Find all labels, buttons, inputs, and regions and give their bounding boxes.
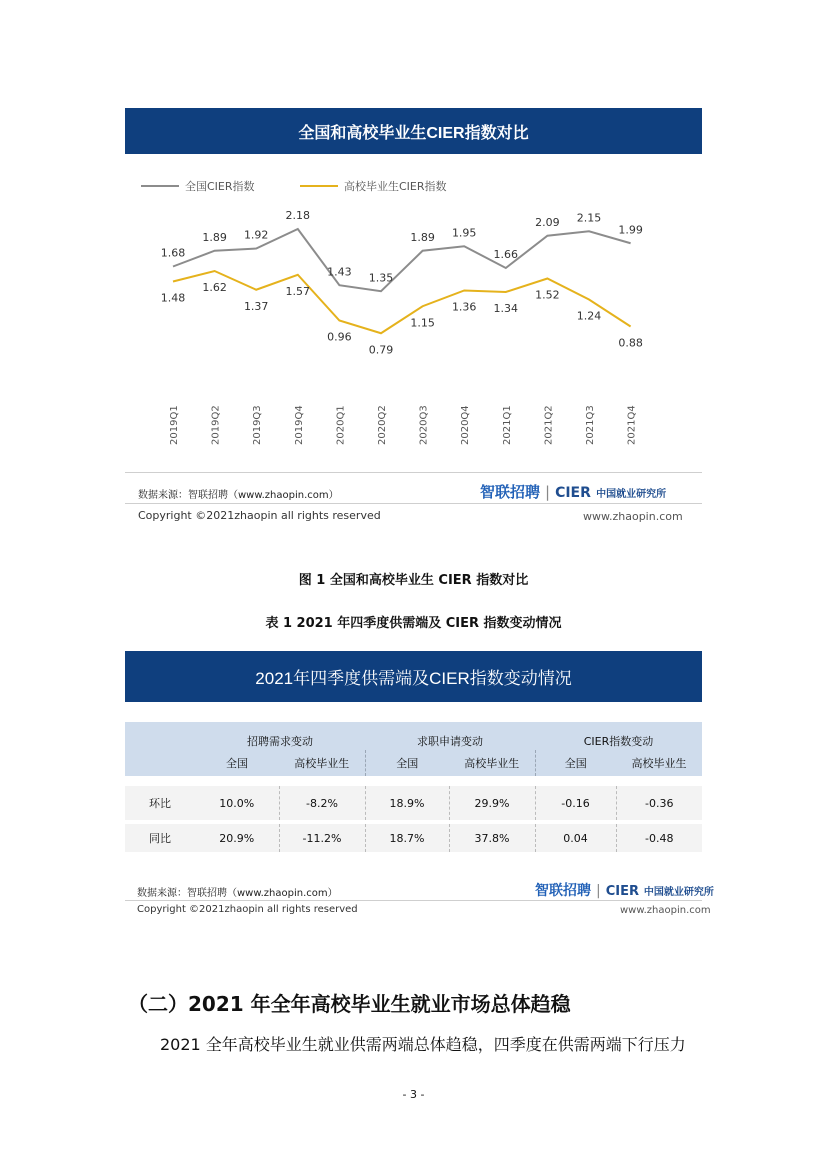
data-label: 1.36: [451, 300, 477, 314]
table-cell: 10.0%: [195, 786, 279, 820]
table1-website: www.zhaopin.com: [620, 905, 711, 916]
table-cell: -0.16: [535, 786, 616, 820]
header-job-application: 求职申请变动: [417, 735, 483, 748]
data-label: 1.92: [243, 228, 269, 242]
data-label: 1.66: [493, 248, 519, 261]
data-label: 1.35: [368, 271, 394, 285]
figure1-banner-title: 全国和高校毕业生CIER指数对比: [298, 124, 529, 142]
table-row: [125, 824, 702, 852]
x-tick-label: 2019Q3: [252, 405, 264, 445]
data-label: 1.15: [410, 316, 435, 330]
x-tick-label: 2020Q2: [377, 405, 388, 445]
table1-source: 数据来源：智联招聘（www.zhaopin.com）: [137, 888, 338, 899]
x-tick-label: 2021Q1: [501, 405, 513, 445]
table-subheader-corner: [125, 750, 195, 776]
legend-national-swatch: [141, 185, 179, 187]
legend-national-label: 全国CIER指数: [185, 180, 255, 193]
data-label: 1.43: [327, 265, 352, 279]
section-title: （二）2021 年全年高校毕业生就业市场总体趋稳: [128, 992, 571, 1016]
header-cier-index: CIER指数变动: [583, 735, 654, 748]
legend-national: [141, 178, 255, 194]
figure1-divider-bottom: [125, 503, 702, 504]
table-cell: 29.9%: [449, 786, 535, 820]
x-tick-label: 2021Q4: [626, 405, 638, 445]
table-cell: -0.48: [645, 831, 674, 845]
table-spacer: [125, 776, 702, 786]
data-label: 1.57: [285, 284, 311, 298]
header-recruit-demand: 招聘需求变动: [247, 735, 313, 748]
data-label: 1.48: [160, 291, 186, 305]
table-cell: -11.2%: [279, 824, 365, 852]
table1-caption: 表 1 2021 年四季度供需端及 CIER 指数变动情况: [265, 616, 562, 631]
figure1-divider-top: [125, 472, 702, 473]
table-header-groups: [125, 722, 702, 750]
x-tick-label: 2019Q1: [169, 405, 180, 445]
figure1-caption: 图 1 全国和高校毕业生 CIER 指数对比: [298, 573, 529, 588]
table-row: [125, 786, 702, 820]
legend-graduate-label: 高校毕业生CIER指数: [344, 180, 447, 193]
data-label: 1.68: [160, 246, 186, 260]
x-tick-label: 2021Q3: [585, 405, 596, 445]
subheader-national: 全国: [226, 757, 248, 770]
data-label: 1.62: [202, 281, 227, 294]
x-tick-label: 2021Q2: [543, 405, 555, 445]
table-header-sub: [125, 750, 702, 776]
subheader-national: 全国: [396, 757, 419, 770]
table-cell: 20.9%: [195, 824, 279, 852]
table1-divider: [125, 900, 702, 901]
legend-graduate-swatch: [300, 185, 338, 187]
page-number: - 3 -: [402, 1088, 425, 1101]
data-label: 2.09: [535, 215, 560, 229]
zhaopin-logo: 智联招聘: [480, 483, 541, 501]
table-cell: 18.9%: [365, 786, 449, 820]
table1-banner: [125, 651, 702, 702]
data-label: 0.96: [327, 330, 352, 344]
table-cell: -0.36: [645, 796, 674, 810]
cier-logo-cn: 中国就业研究所: [643, 887, 714, 898]
x-tick-label: 2019Q2: [210, 405, 222, 445]
subheader-national: 全国: [564, 757, 587, 770]
figure1-source: 数据来源：智联招聘（www.zhaopin.com）: [138, 490, 339, 501]
table-cell: 37.8%: [449, 824, 535, 852]
table-cell: 18.7%: [365, 824, 449, 852]
x-tick-label: 2020Q4: [460, 405, 472, 445]
table-spacer-cell: [125, 776, 702, 786]
data-label: 1.37: [243, 299, 269, 313]
x-tick-label: 2019Q4: [293, 405, 305, 445]
table1-container: [125, 722, 702, 852]
cier-logo: CIER: [555, 485, 591, 501]
data-label: 2.15: [576, 211, 602, 225]
figure1-website: www.zhaopin.com: [583, 510, 683, 523]
table-cell: 0.04: [535, 824, 616, 852]
subheader-graduate: 高校毕业生: [631, 757, 687, 770]
series-line-graduate: [173, 271, 631, 333]
figure1-brand-logos: 智联招聘 | CIER 中国就业研究所: [480, 483, 667, 501]
data-label: 2.18: [285, 209, 311, 222]
subheader-graduate: 高校毕业生: [279, 750, 365, 776]
table1-copyright: Copyright ©2021zhaopin all rights reserved: [137, 904, 358, 915]
data-label: 1.99: [618, 223, 643, 237]
data-label: 1.95: [451, 226, 477, 240]
cier-logo-cn: 中国就业研究所: [596, 489, 667, 500]
cier-change-table: [125, 722, 702, 852]
figure1-copyright: Copyright ©2021zhaopin all rights reserved: [138, 509, 381, 522]
data-label: 0.88: [618, 336, 643, 350]
table-header-corner: [125, 722, 195, 750]
data-label: 1.52: [535, 288, 560, 302]
subheader-graduate: 高校毕业生: [449, 750, 535, 776]
figure1-banner: [125, 108, 702, 154]
row-label: 环比: [149, 797, 171, 810]
table-cell: -8.2%: [279, 786, 365, 820]
table1-banner-title: 2021年四季度供需端及CIER指数变动情况: [255, 669, 572, 688]
cier-line-chart: [125, 195, 702, 465]
data-label: 1.89: [410, 230, 435, 244]
data-label: 1.89: [202, 230, 227, 244]
x-tick-label: 2020Q1: [335, 405, 347, 445]
x-tick-label: 2020Q3: [418, 405, 430, 445]
series-line-national: [173, 229, 631, 291]
cier-logo: CIER: [605, 884, 639, 899]
data-label: 0.79: [368, 343, 394, 357]
table1-brand-logos: 智联招聘 | CIER 中国就业研究所: [535, 883, 714, 899]
data-label: 1.24: [576, 309, 602, 323]
legend-graduate: [300, 178, 447, 194]
section-paragraph: 2021 全年高校毕业生就业供需两端总体趋稳，四季度在供需两端下行压力: [160, 1035, 686, 1054]
zhaopin-logo: 智联招聘: [535, 883, 591, 899]
row-label: 同比: [149, 832, 171, 845]
data-label: 1.34: [493, 302, 519, 315]
